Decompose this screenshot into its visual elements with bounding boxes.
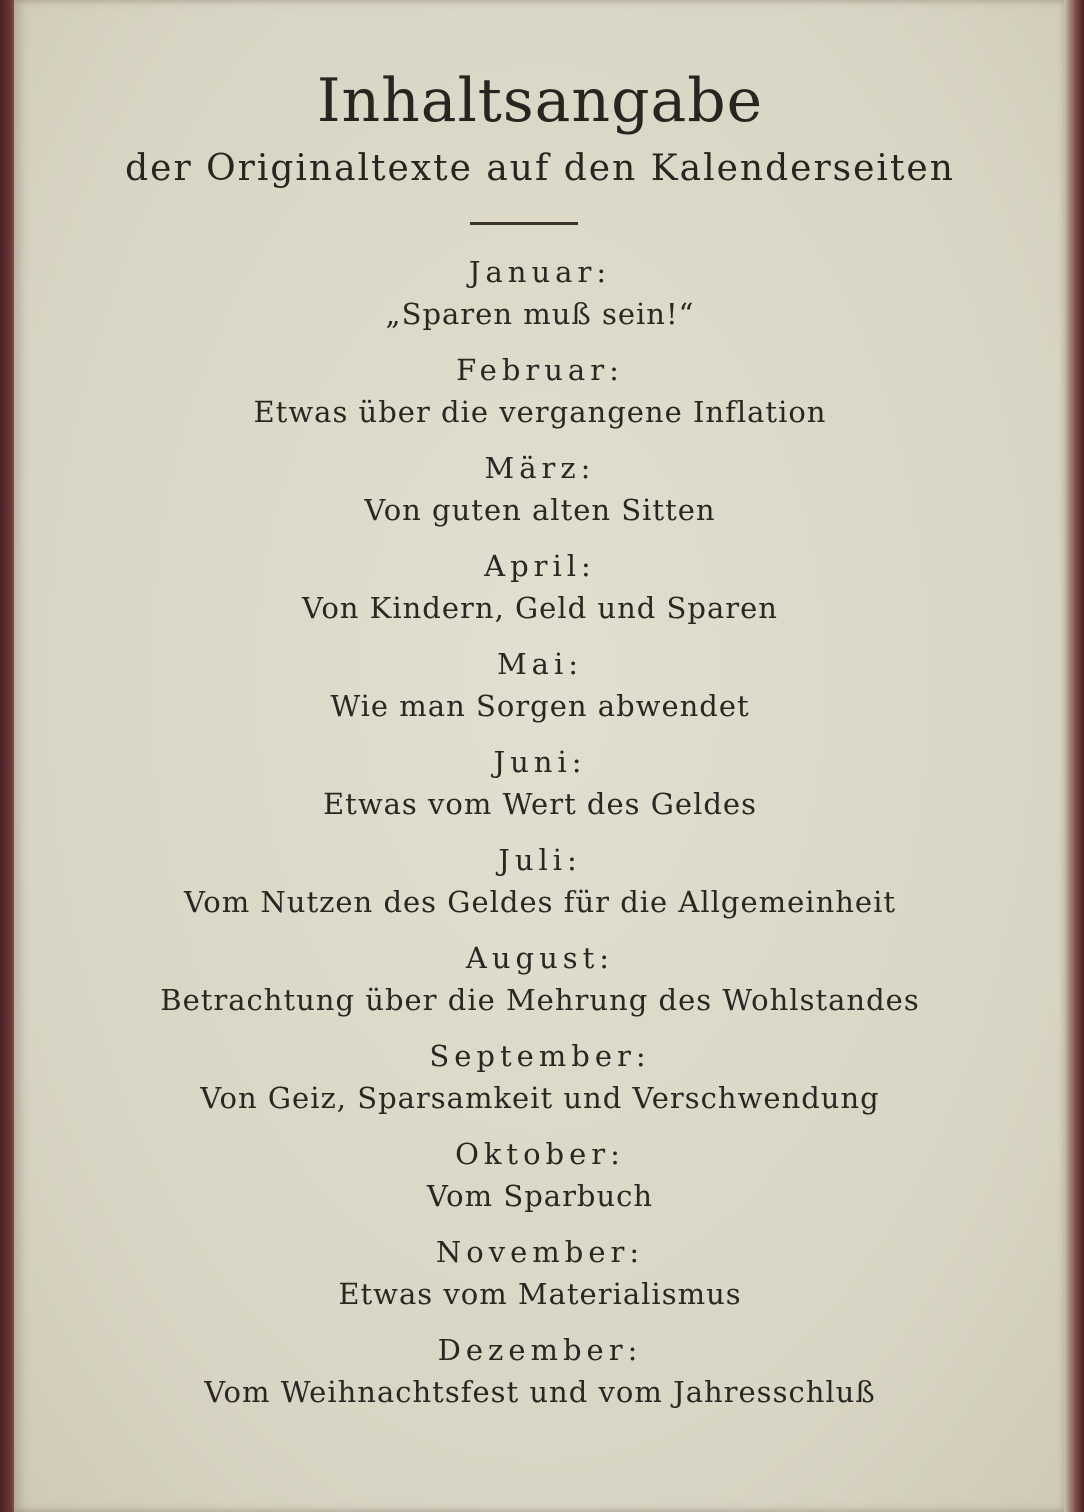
month-label: April: — [484, 549, 596, 583]
entry-text: Wie man Sorgen abwendet — [330, 689, 750, 723]
entry-text: Vom Weihnachtsfest und vom Jahresschluß — [204, 1375, 876, 1409]
entry-text: Von Geiz, Sparsamkeit und Verschwendung — [200, 1081, 880, 1115]
toc-entry-november — [14, 1232, 1066, 1330]
toc-entry-dezember — [14, 1330, 1066, 1428]
entry-text: Etwas vom Materialismus — [338, 1277, 742, 1311]
toc-entry-august — [14, 938, 1066, 1036]
page-edge-shadow — [1064, 0, 1084, 1512]
entry-text: Von guten alten Sitten — [364, 493, 716, 527]
toc-entry-mai — [14, 644, 1066, 742]
toc-entry-oktober — [14, 1134, 1066, 1232]
entry-text: „Sparen muß sein!“ — [385, 297, 695, 331]
toc-entry-februar — [14, 350, 1066, 448]
toc-entry-september — [14, 1036, 1066, 1134]
month-label: Februar: — [456, 353, 624, 387]
toc-entry-april — [14, 546, 1066, 644]
entry-text: Von Kindern, Geld und Sparen — [302, 591, 778, 625]
month-label: Oktober: — [455, 1137, 625, 1171]
entry-text: Vom Nutzen des Geldes für die Allgemeinheit — [183, 885, 897, 919]
month-label: November: — [435, 1235, 645, 1269]
page-subtitle: der Originaltexte auf den Kalenderseiten — [125, 148, 955, 189]
table-of-contents — [14, 252, 1066, 1428]
month-label: März: — [484, 451, 596, 485]
entry-text: Betrachtung über die Mehrung des Wohlstandes — [160, 983, 920, 1017]
toc-entry-juni — [14, 742, 1066, 840]
month-label: Dezember: — [437, 1333, 643, 1367]
month-label: Juni: — [493, 745, 587, 779]
month-label: September: — [429, 1039, 651, 1073]
month-label: August: — [465, 941, 615, 975]
entry-text: Vom Sparbuch — [426, 1179, 654, 1213]
book-page — [14, 0, 1066, 1512]
month-label: Mai: — [496, 647, 584, 681]
divider-rule — [470, 222, 578, 225]
month-label: Juli: — [498, 843, 582, 877]
toc-entry-maerz — [14, 448, 1066, 546]
toc-entry-januar — [14, 252, 1066, 350]
page-title: Inhaltsangabe — [316, 66, 764, 136]
entry-text: Etwas vom Wert des Geldes — [323, 787, 757, 821]
entry-text: Etwas über die vergangene Inflation — [253, 395, 827, 429]
toc-entry-juli — [14, 840, 1066, 938]
month-label: Januar: — [468, 255, 612, 289]
